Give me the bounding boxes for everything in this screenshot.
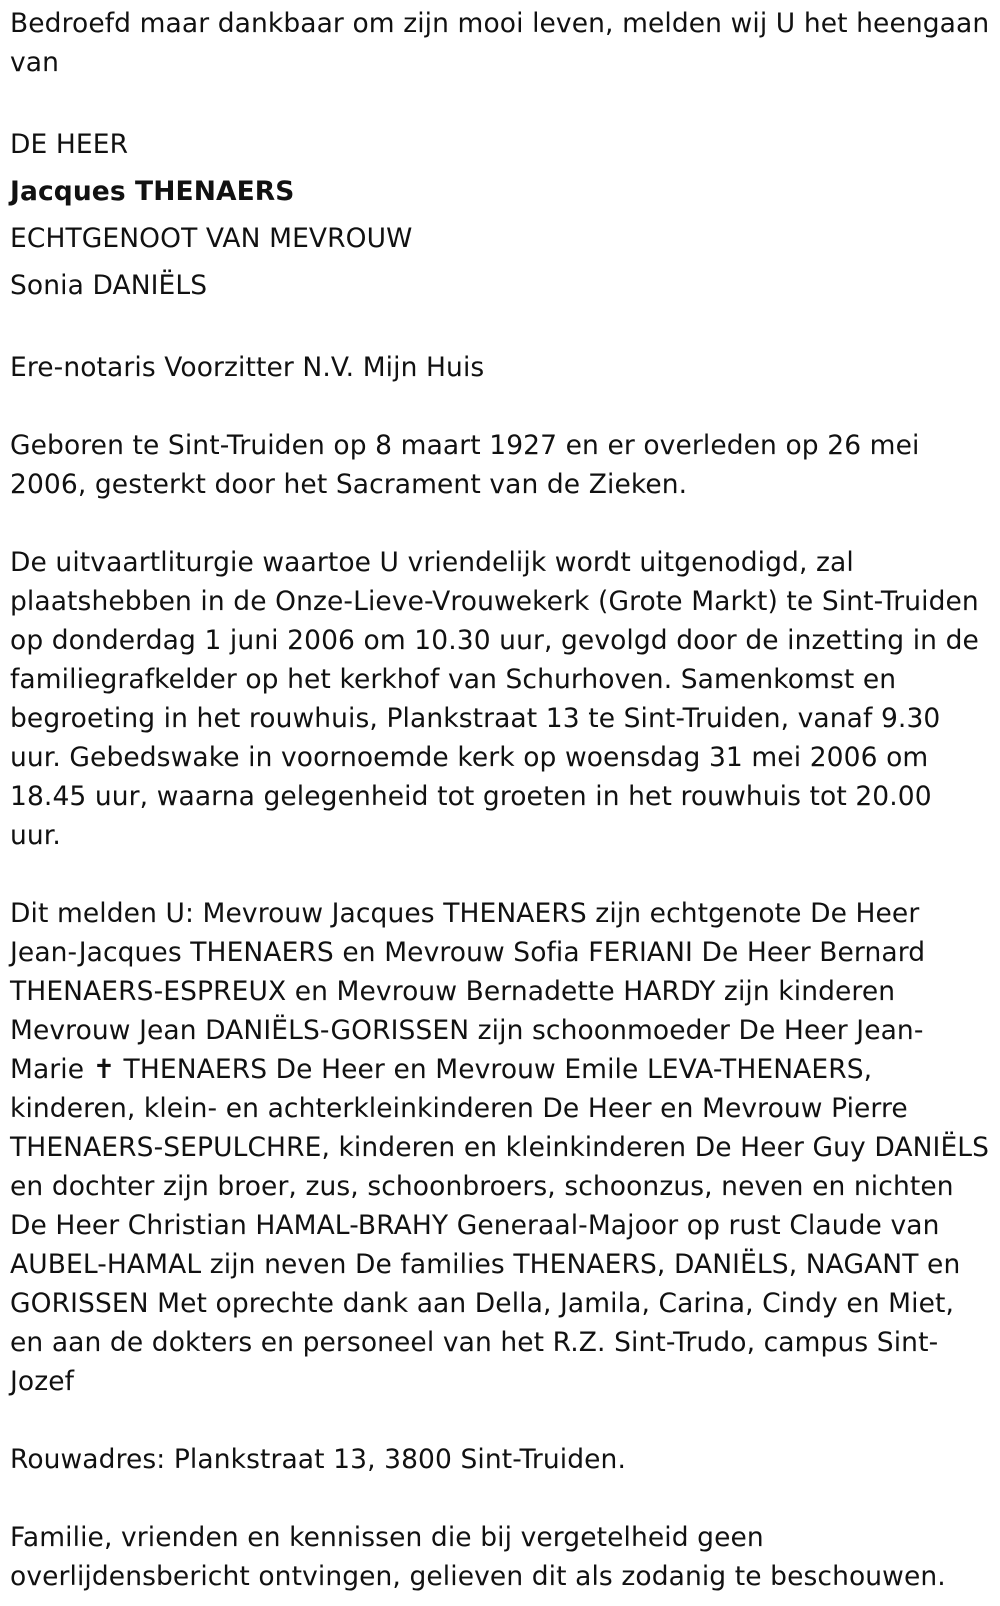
spacer: [10, 82, 990, 121]
deceased-name: Jacques THENAERS: [10, 176, 295, 207]
family-text: [10, 894, 990, 1401]
spacer: [10, 309, 990, 348]
family-text-part1: Dit melden U: Mevrouw Jacques THENAERS zijn echtgenote De Heer Jean-Jacques THENAERS en Mevrouw Sofia FERIANI De Heer Bernard THENAERS-ESPREUX en Mevrouw Bernadette HARDY zijn kinderen Mevrouw Jean DANIËLS-GORISSEN zijn schoonmoeder De Heer Jean-Marie: [10, 898, 926, 1085]
spacer: [10, 504, 990, 543]
spacer: [10, 387, 990, 426]
mourning-address: Rouwadres: Plankstraat 13, 3800 Sint-Truiden.: [10, 1444, 626, 1475]
birth-death-text: Geboren te Sint-Truiden op 8 maart 1927 en er overleden op 26 mei 2006, gesterkt door het Sacrament van de Zieken.: [10, 430, 920, 500]
deceased-prefix: DE HEER: [10, 129, 129, 160]
spouse-name: Sonia DANIËLS: [10, 270, 208, 301]
family-text-part2: THENAERS De Heer en Mevrouw Emile LEVA-THENAERS, kinderen, klein- en achterkleinkinderen De Heer en Mevrouw Pierre THENAERS-SEPULCHRE, kinderen en kleinkinderen De Heer Guy DANIËLS en dochter zijn broer, zus, schoonbroers, schoonzus, neven en nichten De Heer Christian HAMAL-BRAHY Generaal-Majoor op rust Claude van AUBEL-HAMAL zijn neven De families THENAERS, DANIËLS, NAGANT en GORISSEN Met oprechte dank aan Della, Jamila, Carina, Cindy en Miet, en aan de dokters en personeel van het R.Z. Sint-Trudo, campus Sint-Jozef: [10, 1054, 990, 1397]
intro-text: Bedroefd maar dankbaar om zijn mooi leven, melden wij U het heengaan van: [10, 8, 990, 78]
ceremony-text: De uitvaartliturgie waartoe U vriendelijk wordt uitgenodigd, zal plaatshebben in de Onze-Lieve-Vrouwekerk (Grote Markt) te Sint-Truiden op donderdag 1 juni 2006 om 10.30 uur, gevolgd door de inzetting in de familiegrafkelder op het kerkhof van Schurhoven. Samenkomst en begroeting in het rouwhuis, Plankstraat 13 te Sint-Truiden, vanaf 9.30 uur. Gebedswake in voornoemde kerk op woensdag 31 mei 2006 om 18.45 uur, waarna gelegenheid tot groeten in het rouwhuis tot 20.00 uur.: [10, 547, 979, 851]
spacer: [10, 855, 990, 894]
closing-text: Familie, vrienden en kennissen die bij vergetelheid geen overlijdensbericht ontvingen, gelieven dit als zodanig te beschouwen.: [10, 1522, 946, 1592]
cross-icon: ✝: [92, 1054, 116, 1085]
spacer: [10, 1401, 990, 1440]
spacer: [10, 1479, 990, 1518]
deceased-title: Ere-notaris Voorzitter N.V. Mijn Huis: [10, 352, 485, 383]
spouse-label: ECHTGENOOT VAN MEVROUW: [10, 223, 413, 254]
